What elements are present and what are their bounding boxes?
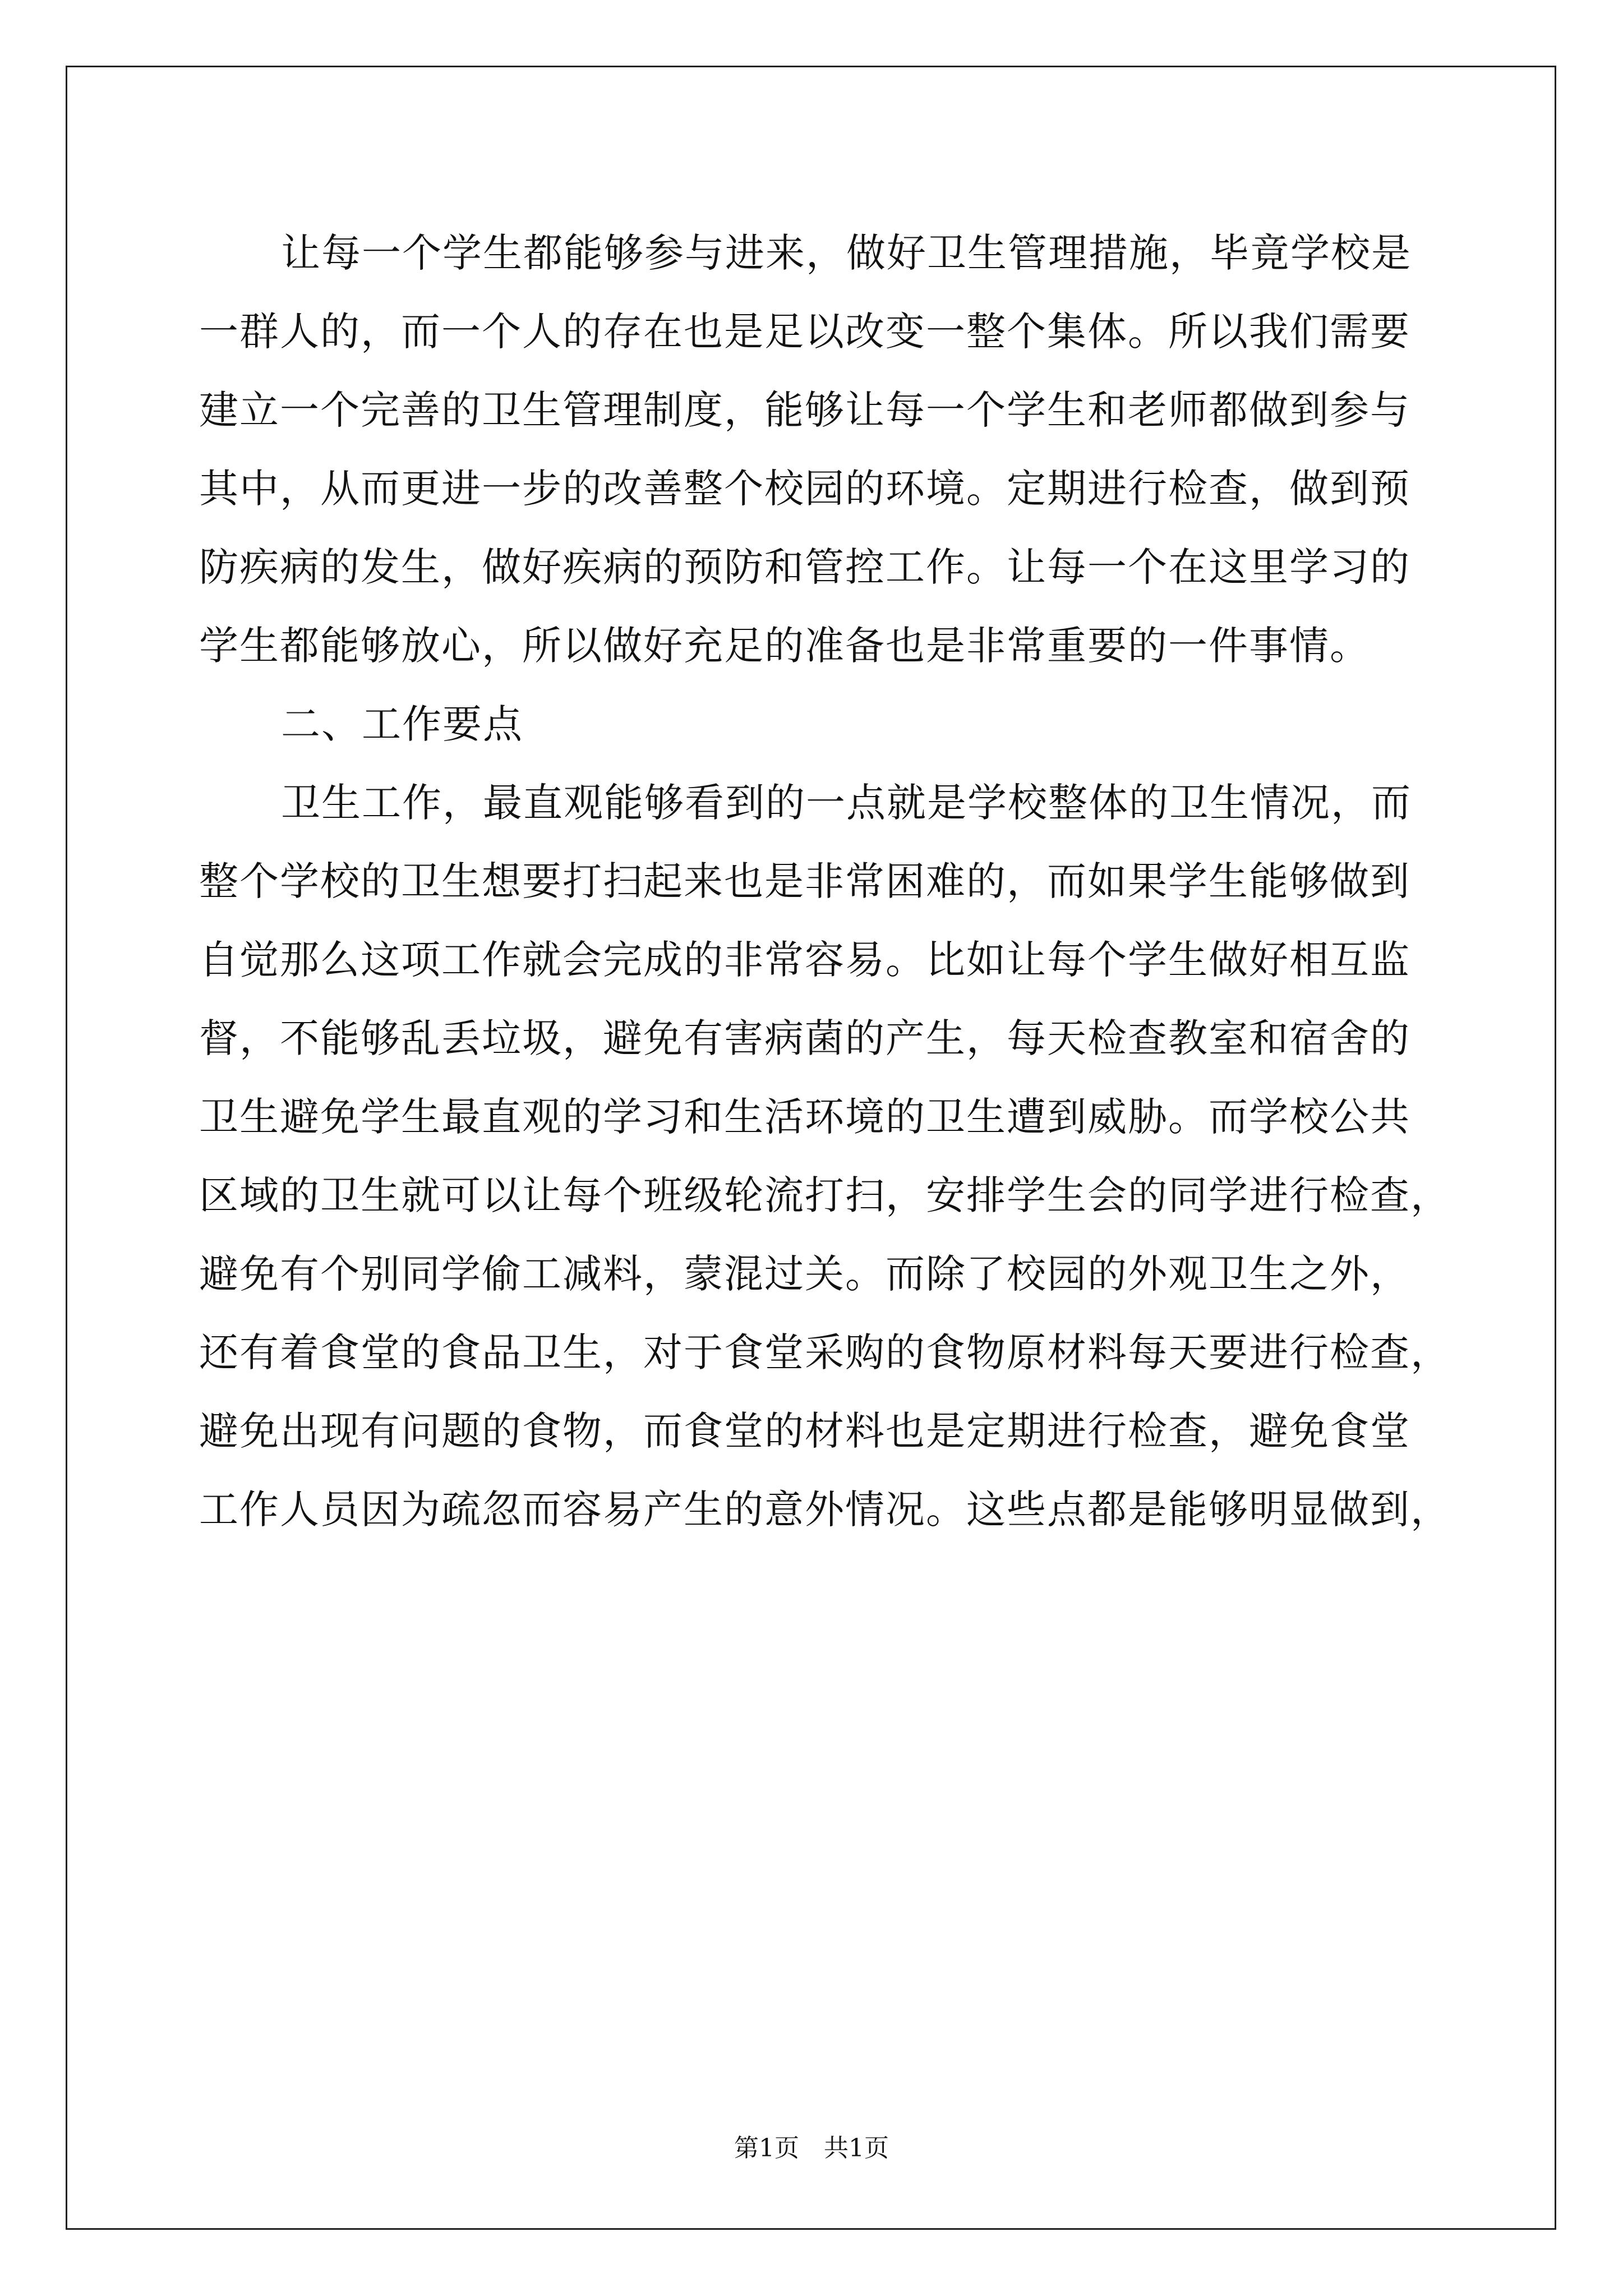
document-body (199, 214, 1461, 1549)
text-line: 整个学校的卫生想要打扫起来也是非常困难的，而如果学生能够做到 (199, 858, 1410, 904)
text-line: 自觉那么这项工作就会完成的非常容易。比如让每个学生做好相互监 (199, 937, 1410, 983)
page-footer (0, 2132, 1623, 2165)
text-line: 学生都能够放心，所以做好充足的准备也是非常重要的一件事情。 (199, 623, 1370, 669)
page-total: 共1页 (824, 2134, 889, 2162)
text-line: 让每一个学生都能够参与进来，做好卫生管理措施，毕竟学校是 (281, 230, 1412, 276)
text-line: 区域的卫生就可以让每个班级轮流打扫，安排学生会的同学进行检查， (199, 1172, 1451, 1218)
text-line: 二、工作要点 (281, 701, 523, 747)
text-line: 建立一个完善的卫生管理制度，能够让每一个学生和老师都做到参与 (199, 387, 1410, 433)
text-line: 避免有个别同学偷工减料，蒙混过关。而除了校园的外观卫生之外， (199, 1251, 1410, 1297)
text-line: 工作人员因为疏忽而容易产生的意外情况。这些点都是能够明显做到， (199, 1487, 1451, 1533)
text-line: 督，不能够乱丢垃圾，避免有害病菌的产生，每天检查教室和宿舍的 (199, 1015, 1410, 1061)
text-line: 卫生避免学生最直观的学习和生活环境的卫生遭到威胁。而学校公共 (199, 1094, 1410, 1140)
text-line: 避免出现有问题的食物，而食堂的材料也是定期进行检查，避免食堂 (199, 1408, 1410, 1454)
text-line: 卫生工作，最直观能够看到的一点就是学校整体的卫生情况，而 (281, 780, 1412, 826)
page-number: 第1页 (734, 2134, 799, 2162)
text-line: 一群人的，而一个人的存在也是足以改变一整个集体。所以我们需要 (199, 309, 1410, 355)
text-line: 还有着食堂的食品卫生，对于食堂采购的食物原材料每天要进行检查， (199, 1329, 1451, 1375)
text-line: 防疾病的发生，做好疾病的预防和管控工作。让每一个在这里学习的 (199, 544, 1410, 590)
text-line: 其中，从而更进一步的改善整个校园的环境。定期进行检查，做到预 (199, 466, 1410, 512)
